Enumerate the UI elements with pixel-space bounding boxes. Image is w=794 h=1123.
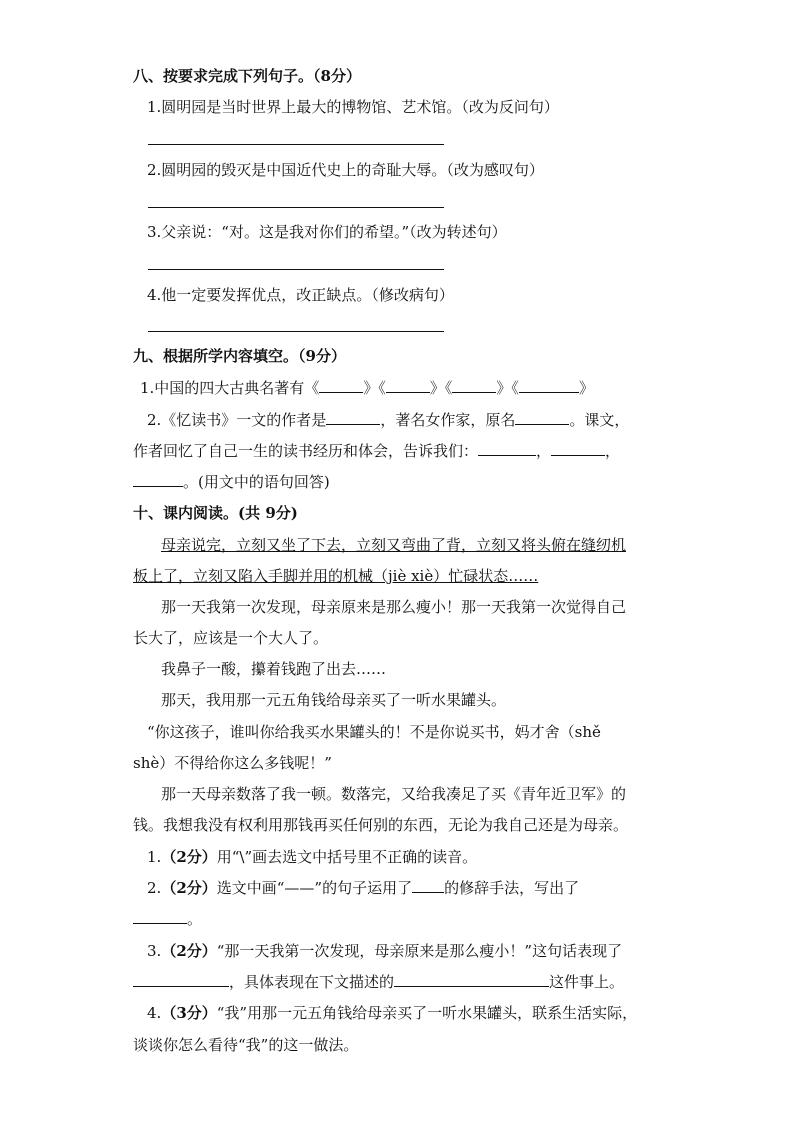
s9-q2-comma-2: ， bbox=[605, 442, 621, 460]
s8-question-2: 2.圆明园的毁灭是中国近代史上的奇耻大辱。（改为感叹句） bbox=[147, 161, 544, 179]
s10-question-3-line-2 bbox=[133, 972, 624, 992]
s10-q1-text: 用“\”画去选文中括号里不正确的读音。 bbox=[216, 848, 478, 866]
s10-q2-blank-rhetoric[interactable] bbox=[412, 878, 444, 893]
s9-question-1 bbox=[140, 378, 594, 398]
s10-q3-number: 3. bbox=[147, 942, 162, 960]
s9-question-2-line-3 bbox=[133, 472, 330, 492]
book-open-4: 《 bbox=[511, 379, 519, 397]
s8-answer-line-1[interactable] bbox=[148, 144, 444, 145]
s9-q2-text-b: ，著名女作家，原名 bbox=[380, 411, 516, 429]
s9-q2-blank-original-name[interactable] bbox=[515, 410, 569, 425]
s10-q2-score: （2分） bbox=[161, 879, 217, 897]
passage-p6-line-2: 钱。我想我没有权利用那钱再买任何别的东西，无论为我自己还是为母亲。 bbox=[133, 816, 629, 834]
s10-question-1 bbox=[147, 847, 477, 867]
s10-q3-text: “那一天我第一次发现，母亲原来是那么瘦小！”这句话表现了 bbox=[216, 942, 623, 960]
s9-q2-comma-1: ， bbox=[536, 442, 552, 460]
s9-q2-blank-author[interactable] bbox=[326, 410, 380, 425]
s10-q3-end: 这件事上。 bbox=[549, 973, 625, 991]
s10-q4-score: （3分） bbox=[161, 1004, 217, 1022]
s10-question-4-line-2: 谈谈你怎么看待“我”的这一做法。 bbox=[133, 1036, 359, 1054]
s9-q1-prefix: 1.中国的四大古典名著有 bbox=[140, 379, 305, 397]
s9-q2-text-d: 作者回忆了自己一生的读书经历和体会，告诉我们： bbox=[133, 442, 479, 460]
s9-q1-blank-3[interactable] bbox=[452, 378, 496, 393]
s8-answer-line-4[interactable] bbox=[148, 331, 444, 332]
passage-underlined-line-2: 板上了，立刻又陷入手脚并用的机械（jiè xiè）忙碌状态…… bbox=[133, 567, 539, 585]
passage-p4: 那天，我用那一元五角钱给母亲买了一听水果罐头。 bbox=[161, 691, 507, 709]
s10-q2-text-b: 的修辞手法，写出了 bbox=[444, 879, 580, 897]
book-close-3: 》 bbox=[496, 379, 512, 397]
s9-q2-blank-quote-2[interactable] bbox=[551, 441, 605, 456]
passage-p5-line-2: shè）不得给你这么多钱呢！” bbox=[133, 754, 332, 772]
s9-question-2-line-2 bbox=[133, 441, 620, 461]
section-9-heading: 九、根据所学内容填空。（9分） bbox=[133, 347, 346, 365]
s9-q2-text-a: 2.《忆读书》一文的作者是 bbox=[147, 411, 327, 429]
s10-q2-blank-effect[interactable] bbox=[133, 909, 187, 924]
passage-p3: 我鼻子一酸，攥着钱跑了出去…… bbox=[161, 660, 387, 678]
s9-q2-text-e: 。(用文中的语句回答) bbox=[183, 473, 330, 491]
s9-q2-text-c: 。课文， bbox=[569, 411, 630, 429]
s10-q3-blank-2[interactable] bbox=[394, 972, 549, 987]
s10-q2-text-a: 选文中画“——”的句子运用了 bbox=[216, 879, 413, 897]
passage-p2-line-1: 那一天我第一次发现，母亲原来是那么瘦小！那一天我第一次觉得自己 bbox=[161, 598, 627, 616]
s8-answer-line-2[interactable] bbox=[148, 207, 444, 208]
s10-question-3-line-1 bbox=[147, 941, 622, 961]
s10-q3-mid: ，具体表现在下文描述的 bbox=[229, 973, 395, 991]
section-8-heading: 八、按要求完成下列句子。（8分） bbox=[133, 67, 361, 85]
passage-underlined-line-1: 母亲说完，立刻又坐了下去，立刻又弯曲了背，立刻又将头俯在缝纫机 bbox=[161, 536, 627, 554]
s10-q4-number: 4. bbox=[147, 1004, 162, 1022]
s9-q1-blank-1[interactable] bbox=[319, 378, 363, 393]
book-close-2: 》 bbox=[429, 379, 445, 397]
s9-q2-blank-quote-1[interactable] bbox=[478, 441, 536, 456]
s8-question-1: 1.圆明园是当时世界上最大的博物馆、艺术馆。（改为反问句） bbox=[147, 98, 559, 116]
s10-q3-blank-1[interactable] bbox=[133, 972, 229, 987]
book-close-1: 》 bbox=[363, 379, 379, 397]
book-open-1: 《 bbox=[304, 379, 320, 397]
s10-q1-number: 1. bbox=[147, 848, 162, 866]
s8-question-3: 3.父亲说：“对。这是我对你们的希望。”（改为转述句） bbox=[147, 223, 507, 241]
s8-answer-line-3[interactable] bbox=[148, 269, 444, 270]
s10-question-2-line-1 bbox=[147, 878, 579, 898]
s9-question-2-line-1 bbox=[147, 410, 629, 430]
book-close-4: 》 bbox=[578, 379, 594, 397]
s9-q2-blank-quote-3[interactable] bbox=[133, 472, 183, 487]
passage-p5-line-1: “你这孩子，谁叫你给我买水果罐头的！不是你说买书，妈才舍（shě bbox=[147, 723, 601, 741]
s9-q1-blank-4[interactable] bbox=[519, 378, 579, 393]
s10-question-2-line-2 bbox=[133, 909, 202, 929]
book-open-2: 《 bbox=[378, 379, 386, 397]
s8-question-4: 4.他一定要发挥优点，改正缺点。（修改病句） bbox=[147, 286, 454, 304]
s10-q2-number: 2. bbox=[147, 879, 162, 897]
s10-q1-score: （2分） bbox=[161, 848, 217, 866]
s10-q4-text-a: “我”用那一元五角钱给母亲买了一听水果罐头，联系生活实际， bbox=[216, 1004, 638, 1022]
s10-question-4-line-1 bbox=[147, 1003, 637, 1023]
passage-p2-line-2: 长大了，应该是一个大人了。 bbox=[133, 629, 329, 647]
s9-q1-blank-2[interactable] bbox=[386, 378, 430, 393]
s10-q3-score: （2分） bbox=[161, 942, 217, 960]
s10-q2-end: 。 bbox=[187, 910, 203, 928]
section-10-heading: 十、课内阅读。(共 9分) bbox=[133, 504, 298, 522]
book-open-3: 《 bbox=[444, 379, 453, 397]
passage-p6-line-1: 那一天母亲数落了我一顿。数落完，又给我凑足了买《青年近卫军》的 bbox=[161, 785, 627, 803]
